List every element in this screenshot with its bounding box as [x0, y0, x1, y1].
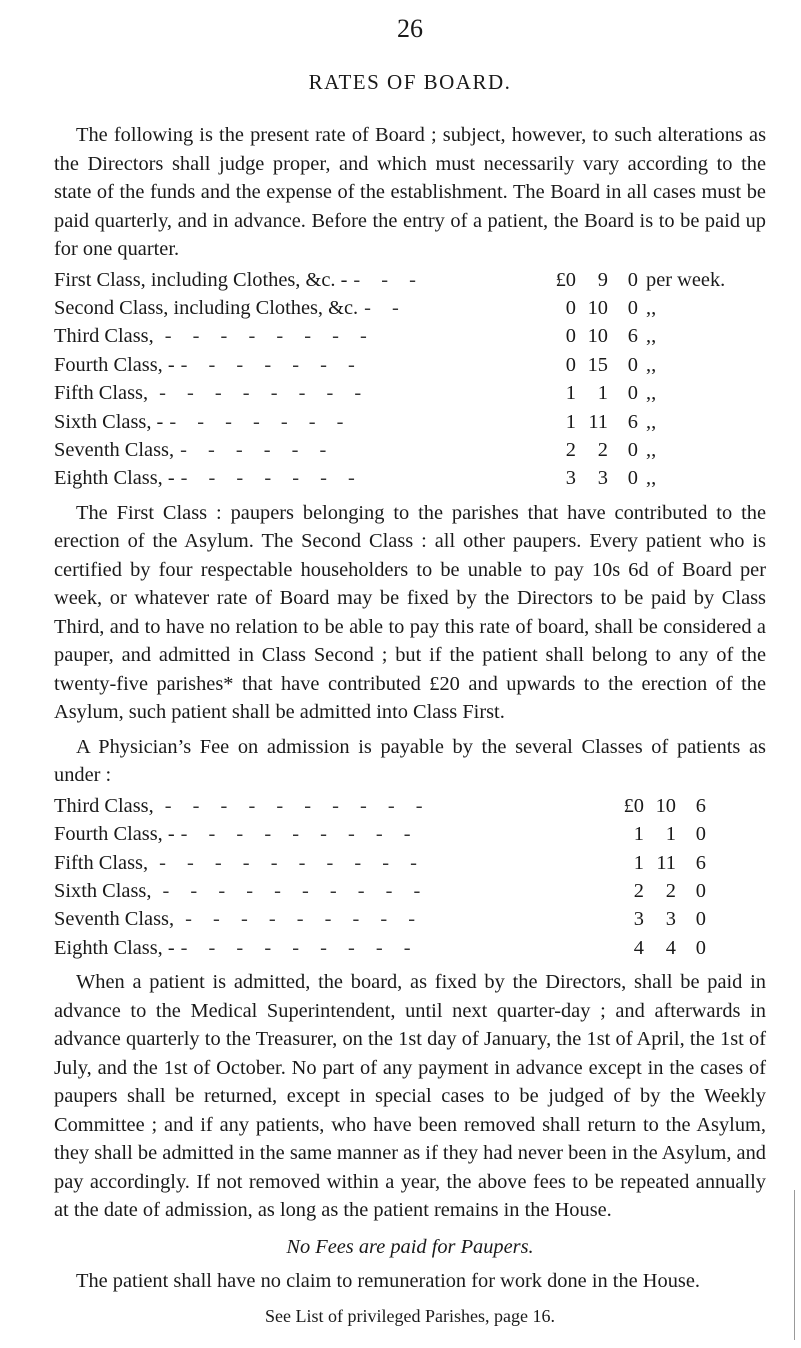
classes-paragraph: The First Class : paupers belonging to the parishes that have contributed to the erection of the Asylum. The Second Class : all other paupers. Every patient who is certified by four respectable householders to be unable to pay 10s 6d of Board per week, or whatever rate of Board may be fixed by the Directors to be paid by Class Third, and to have no relation to be able to pay this rate of board, shall be considered a pauper, and admitted in Class Second ; but if the patient shall belong to any of the twenty-five parishes* that have contributed £20 and upwards to the erection of the Asylum, such patient shall be admitted into Class First. [54, 501, 766, 724]
page-title: RATES OF BOARD. [308, 70, 512, 94]
leader-dots: - - - - - - - - [159, 382, 370, 405]
fee-row [54, 792, 706, 820]
pence: 6 [695, 851, 706, 874]
shillings: 1 [665, 823, 676, 846]
pence: 0 [695, 908, 706, 931]
pounds: 3 [633, 908, 644, 931]
pounds: 0 [565, 325, 576, 348]
leader-dots: - - - - - - - [180, 353, 363, 376]
pounds: £0 [623, 794, 644, 817]
shillings: 11 [588, 410, 608, 433]
remuneration-note: The patient shall have no claim to remuneration for work done in the House. [76, 1270, 700, 1293]
leader-dots: - - - - - - - - [164, 325, 375, 348]
class-label: Second Class, including Clothes, &c. [54, 296, 359, 319]
shillings: 2 [597, 438, 608, 461]
fee-row [54, 877, 706, 905]
pounds: 0 [565, 296, 576, 319]
board-rate-row [54, 266, 742, 294]
shillings: 2 [665, 879, 676, 902]
pence: 0 [627, 382, 638, 405]
class-label: Seventh Class, [54, 908, 180, 931]
rate-suffix: ,, [646, 325, 657, 348]
shillings: 3 [665, 908, 676, 931]
class-label: Fourth Class, - [54, 823, 175, 846]
pence: 6 [695, 794, 706, 817]
shillings: 15 [587, 353, 608, 376]
board-rate-row [54, 379, 742, 407]
rate-suffix: ,, [646, 467, 657, 490]
board-rate-row [54, 436, 742, 464]
shillings: 9 [597, 268, 608, 291]
class-label: First Class, including Clothes, &c. - [54, 268, 348, 291]
leader-dots: - - - - - - - [180, 467, 363, 490]
board-rate-row [54, 464, 742, 492]
pence: 6 [627, 325, 638, 348]
fee-intro-paragraph: A Physician’s Fee on admission is payable by the several Classes of patients as under : [54, 735, 766, 787]
fee-row [54, 934, 706, 962]
pence: 0 [627, 296, 638, 319]
fee-row [54, 820, 706, 848]
rate-suffix: ,, [646, 353, 657, 376]
class-label: Eighth Class, - [54, 467, 175, 490]
rate-suffix: ,, [646, 382, 657, 405]
leader-dots: - - - - - - - [169, 410, 352, 433]
leader-dots: - - - - - - - - - - [159, 851, 425, 874]
pence: 6 [627, 410, 638, 433]
fee-row [54, 905, 706, 933]
pence: 0 [695, 936, 706, 959]
rate-suffix: ,, [646, 410, 657, 433]
board-rate-row [54, 322, 742, 350]
pounds: 1 [633, 851, 644, 874]
page-number: 26 [397, 14, 423, 43]
fee-row [54, 849, 706, 877]
leader-dots: - - - - - - - - - - [162, 879, 429, 902]
pounds: 4 [633, 936, 644, 959]
physician-fee-table [54, 792, 766, 962]
no-fees-note: No Fees are paid for Paupers. [286, 1235, 534, 1258]
pence: 0 [627, 438, 638, 461]
class-label: Seventh Class, [54, 438, 175, 461]
class-label: Sixth Class, - [54, 410, 164, 433]
pence: 0 [627, 467, 638, 490]
intro-paragraph: The following is the present rate of Board ; subject, however, to such alterations as the Directors shall judge proper, and which must necessarily vary according to the state of the funds and the expense of the establishment. The Board in all cases must be paid quarterly, and in advance. Before the entry of a patient, the Board is to be paid up for one quarter. [54, 124, 766, 260]
pence: 0 [695, 823, 706, 846]
shillings: 11 [656, 851, 676, 874]
pounds: 0 [565, 353, 576, 376]
leader-dots: - - - [353, 268, 424, 291]
class-label: Fourth Class, - [54, 353, 175, 376]
pence: 0 [695, 879, 706, 902]
leader-dots: - - [364, 296, 407, 319]
shillings: 1 [597, 382, 608, 405]
pence: 0 [627, 268, 638, 291]
pence: 0 [627, 353, 638, 376]
shillings: 10 [655, 794, 676, 817]
leader-dots: - - - - - - - - - - [164, 794, 431, 817]
rate-suffix: ,, [646, 296, 657, 319]
pounds: £0 [555, 268, 576, 291]
shillings: 3 [597, 467, 608, 490]
class-label: Third Class, [54, 325, 159, 348]
shillings: 10 [587, 325, 608, 348]
pounds: 2 [565, 438, 576, 461]
admission-paragraph: When a patient is admitted, the board, as fixed by the Directors, shall be paid in advance to the Medical Superintendent, until next quarter-day ; and afterwards in advance quarterly to the Treasurer, on the 1st day of January, the 1st of April, the 1st of July, and the 1st of October. No part of any payment in advance except in the cases of paupers shall be returned, except in special cases to be judged of by the Weekly Committee ; and if any patients, who have been removed shall return to the Asylum, they shall be admitted in the same manner as if they had never been in the Asylum, and pay accordingly. If not removed within a year, the above fees to be repeated annually at the date of admission, as long as the patient remains in the House. [54, 971, 766, 1222]
rate-suffix: ,, [646, 438, 657, 461]
leader-dots: - - - - - - - - - [180, 823, 419, 846]
page-edge-line [794, 1190, 795, 1340]
leader-dots: - - - - - - [180, 438, 335, 461]
leader-dots: - - - - - - - - - [185, 908, 424, 931]
board-rates-table [54, 266, 766, 493]
shillings: 10 [587, 296, 608, 319]
class-label: Sixth Class, [54, 879, 157, 902]
class-label: Fifth Class, [54, 382, 154, 405]
board-rate-row [54, 408, 742, 436]
document-page [54, 16, 766, 1330]
board-rate-row [54, 294, 742, 322]
pounds: 2 [633, 879, 644, 902]
board-rate-row [54, 351, 742, 379]
footnote: See List of privileged Parishes, page 16. [265, 1305, 555, 1326]
pounds: 3 [565, 467, 576, 490]
shillings: 4 [665, 936, 676, 959]
class-label: Eighth Class, - [54, 936, 175, 959]
class-label: Fifth Class, [54, 851, 154, 874]
class-label: Third Class, [54, 794, 159, 817]
pounds: 1 [565, 410, 576, 433]
pounds: 1 [633, 823, 644, 846]
leader-dots: - - - - - - - - - [180, 936, 419, 959]
rate-suffix: per week. [646, 268, 726, 291]
pounds: 1 [565, 382, 576, 405]
